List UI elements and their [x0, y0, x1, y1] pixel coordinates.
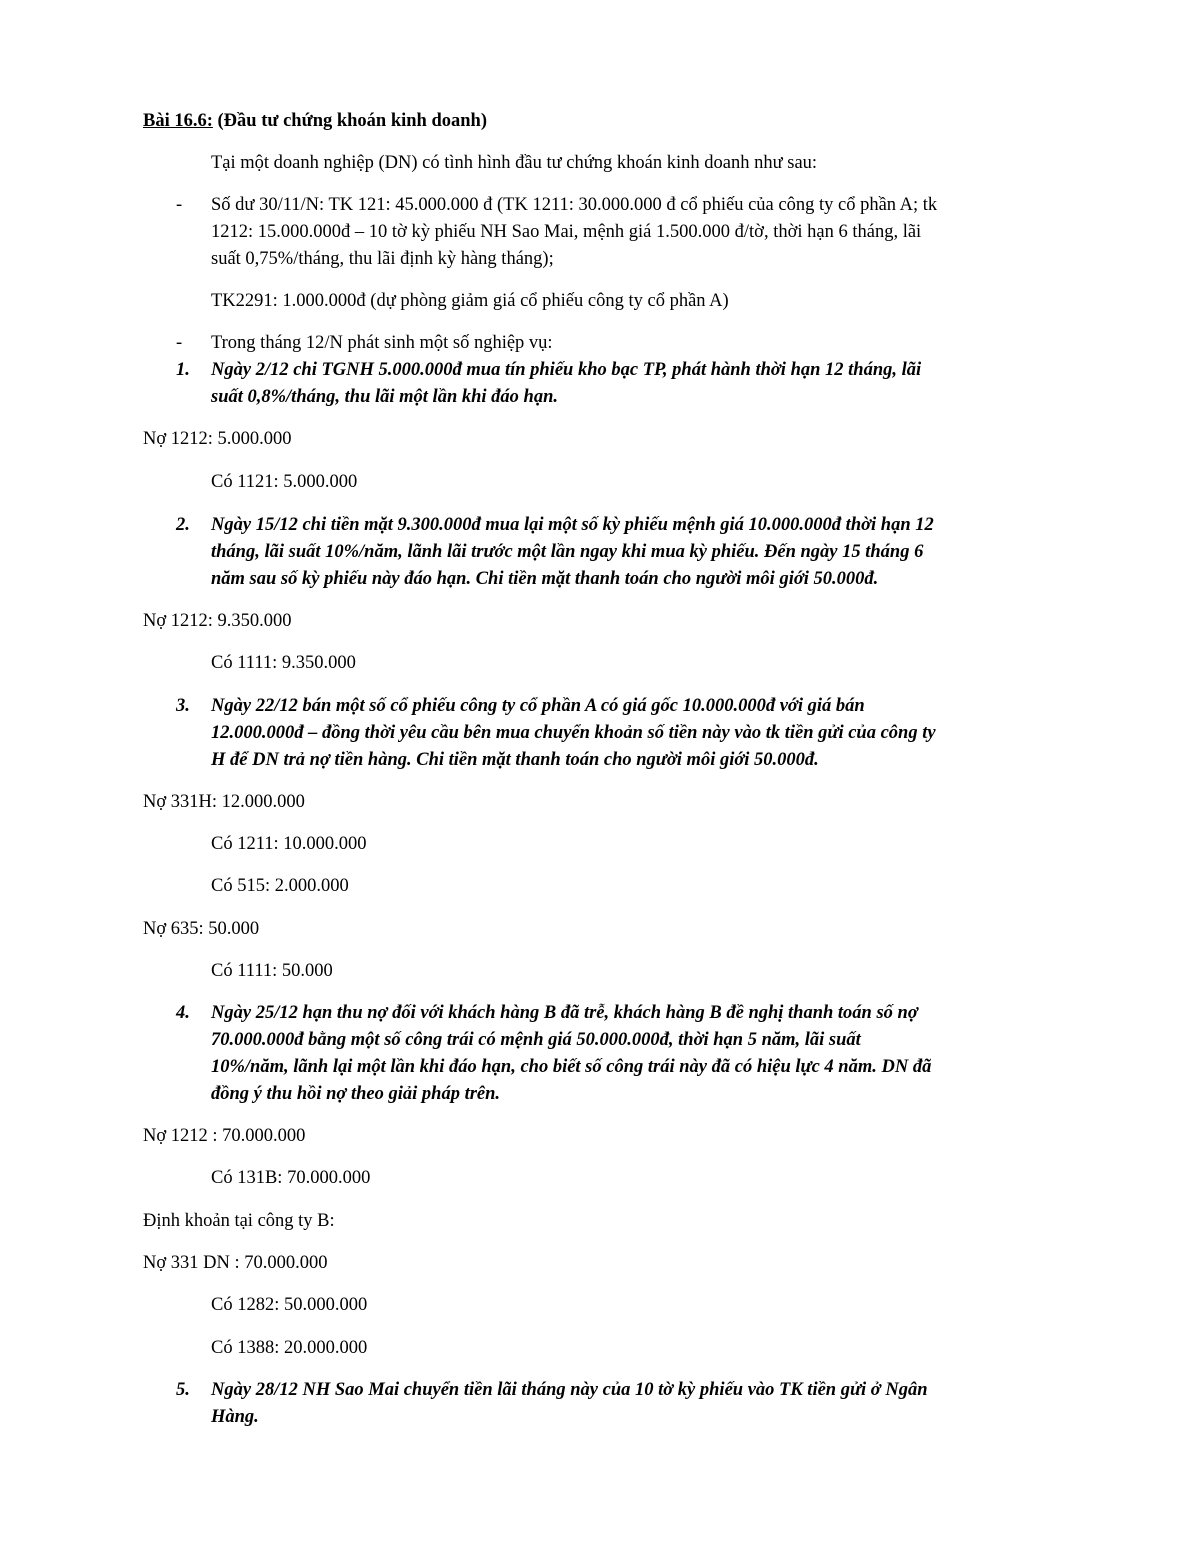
balance-line: Số dư 30/11/N: TK 121: 45.000.000 đ (TK 1211: 30.000.000 đ cổ phiếu của công ty cổ phần A; tk: [211, 195, 938, 215]
journal-entry-credit: Có 1121: 5.000.000: [211, 472, 358, 492]
task-number: 4.: [176, 1003, 190, 1023]
task-line: suất 0,8%/tháng, thu lãi một lần khi đáo hạn.: [211, 387, 558, 407]
journal-entry-credit: Có 131B: 70.000.000: [211, 1168, 371, 1188]
journal-entry-credit: Có 1211: 10.000.000: [211, 834, 367, 854]
task-line: tháng, lãi suất 10%/năm, lãnh lãi trước một lần ngay khi mua kỳ phiếu. Đến ngày 15 tháng 6: [211, 542, 924, 562]
intro-paragraph: Tại một doanh nghiệp (DN) có tình hình đầu tư chứng khoán kinh doanh như sau:: [211, 153, 818, 173]
exercise-topic: (Đầu tư chứng khoán kinh doanh): [212, 111, 488, 131]
exercise-title: [143, 108, 487, 134]
task-line: Ngày 28/12 NH Sao Mai chuyển tiền lãi tháng này của 10 tờ kỳ phiếu vào TK tiền gửi ở Ngân: [211, 1380, 928, 1400]
journal-entry-credit: Có 1111: 9.350.000: [211, 653, 356, 673]
task-line: Ngày 22/12 bán một số cổ phiếu công ty cổ phần A có giá gốc 10.000.000đ với giá bán: [211, 696, 865, 716]
task-line: đồng ý thu hồi nợ theo giải pháp trên.: [211, 1084, 501, 1104]
task-number: 1.: [176, 360, 190, 380]
task-number: 2.: [176, 515, 190, 535]
task-number: 3.: [176, 696, 190, 716]
entry-note: Định khoản tại công ty B:: [143, 1211, 335, 1231]
task-line: Ngày 2/12 chi TGNH 5.000.000đ mua tín phiếu kho bạc TP, phát hành thời hạn 12 tháng, lãi: [211, 360, 922, 380]
journal-entry-credit: Có 1111: 50.000: [211, 961, 333, 981]
task-line: 10%/năm, lãnh lại một lần khi đáo hạn, cho biết số công trái này đã có hiệu lực 4 năm. DN đã: [211, 1057, 932, 1077]
task-line: Hàng.: [211, 1407, 259, 1427]
bullet-dash: -: [176, 333, 183, 353]
month-intro: Trong tháng 12/N phát sinh một số nghiệp vụ:: [211, 333, 553, 353]
balance-line: suất 0,75%/tháng, thu lãi định kỳ hàng tháng);: [211, 249, 554, 269]
journal-entry-debit: Nợ 1212: 5.000.000: [143, 429, 292, 449]
task-line: 70.000.000đ bằng một số công trái có mệnh giá 50.000.000đ, thời hạn 5 năm, lãi suất: [211, 1030, 861, 1050]
provision-line: TK2291: 1.000.000đ (dự phòng giảm giá cổ phiếu công ty cổ phần A): [211, 291, 729, 311]
bullet-dash: -: [176, 195, 183, 215]
journal-entry-debit: Nợ 1212 : 70.000.000: [143, 1126, 306, 1146]
journal-entry-credit: Có 1388: 20.000.000: [211, 1338, 368, 1358]
task-line: H để DN trả nợ tiền hàng. Chi tiền mặt thanh toán cho người môi giới 50.000đ.: [211, 750, 819, 770]
journal-entry-debit: Nợ 635: 50.000: [143, 919, 260, 939]
journal-entry-debit: Nợ 331H: 12.000.000: [143, 792, 305, 812]
task-line: 12.000.000đ – đồng thời yêu cầu bên mua chuyển khoản số tiền này vào tk tiền gửi của công ty: [211, 723, 936, 743]
balance-line: 1212: 15.000.000đ – 10 tờ kỳ phiếu NH Sao Mai, mệnh giá 1.500.000 đ/tờ, thời hạn 6 tháng, lãi: [211, 222, 922, 242]
journal-entry-credit: Có 1282: 50.000.000: [211, 1295, 368, 1315]
exercise-number: Bài 16.6:: [143, 111, 213, 131]
journal-entry-debit: Nợ 1212: 9.350.000: [143, 611, 292, 631]
journal-entry-credit: Có 515: 2.000.000: [211, 876, 349, 896]
task-line: năm sau số kỳ phiếu này đáo hạn. Chi tiền mặt thanh toán cho người môi giới 50.000đ.: [211, 569, 879, 589]
task-line: Ngày 15/12 chi tiền mặt 9.300.000đ mua lại một số kỳ phiếu mệnh giá 10.000.000đ thời hạn 12: [211, 515, 934, 535]
task-number: 5.: [176, 1380, 190, 1400]
task-line: Ngày 25/12 hạn thu nợ đối với khách hàng B đã trễ, khách hàng B đề nghị thanh toán số nợ: [211, 1003, 918, 1023]
journal-entry-debit: Nợ 331 DN : 70.000.000: [143, 1253, 328, 1273]
